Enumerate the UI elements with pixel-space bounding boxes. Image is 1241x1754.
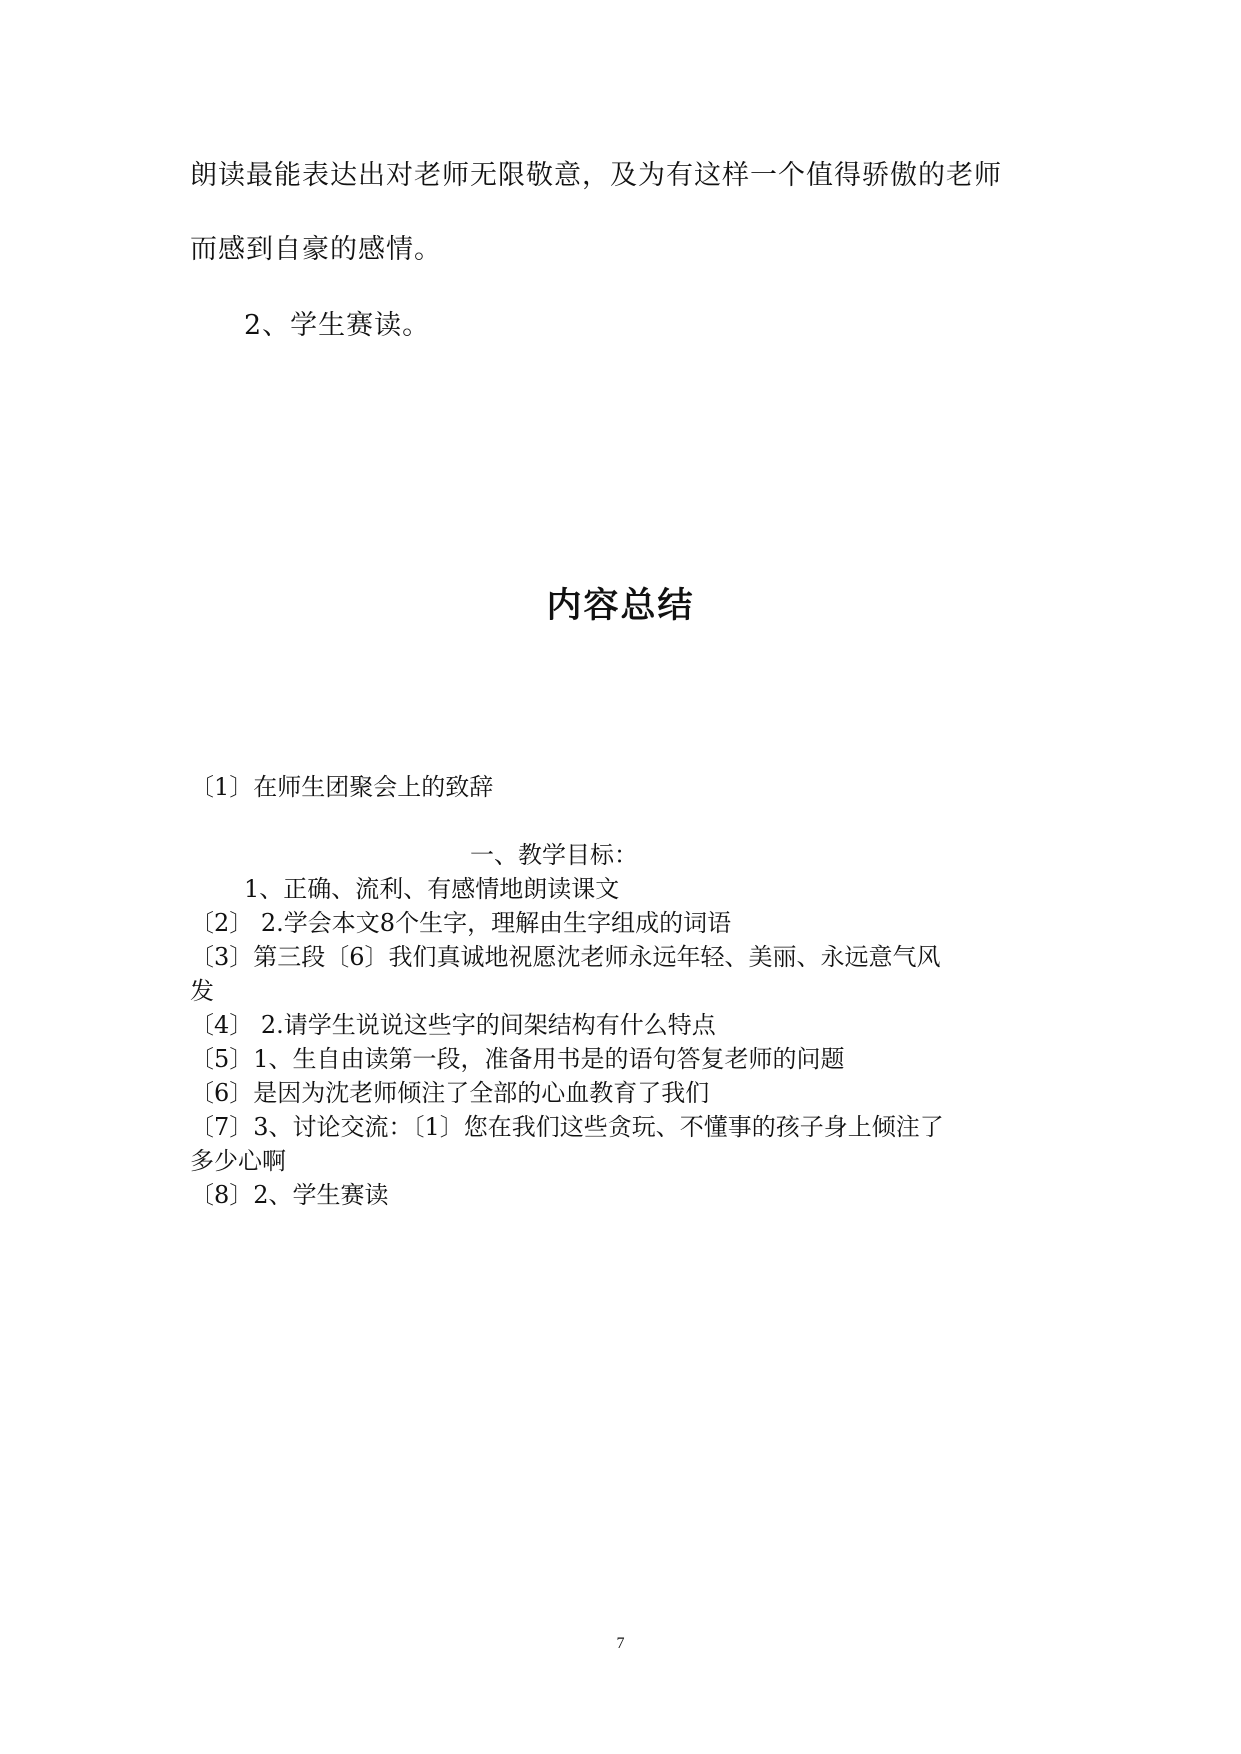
summary-item-continuation: 多少心啊 [190,1147,286,1175]
summary-item: 〔7〕3、讨论交流：〔1〕您在我们这些贪玩、不懂事的孩子身上倾注了 [190,1113,944,1141]
page-number: 7 [616,1635,625,1652]
summary-item: 〔6〕是因为沈老师倾注了全部的心血教育了我们 [190,1079,710,1107]
summary-item: 〔5〕1、生自由读第一段，准备用书是的语句答复老师的问题 [190,1045,845,1073]
summary-item-continuation: 发 [190,977,214,1005]
body-paragraph-line: 朗读最能表达出对老师无限敬意，及为有这样一个值得骄傲的老师 [190,160,1002,191]
summary-item: 〔3〕第三段〔6〕我们真诚地祝愿沈老师永远年轻、美丽、永远意气风 [190,943,941,971]
summary-goal-heading: 一、教学目标： [470,841,638,869]
summary-goal-item: 1、正确、流利、有感情地朗读课文 [244,875,620,903]
summary-item: 〔1〕在师生团聚会上的致辞 [190,773,494,801]
summary-item: 〔8〕2、学生赛读 [190,1181,389,1209]
summary-item: 〔4〕 2.请学生说说这些字的间架结构有什么特点 [190,1011,716,1039]
summary-item: 〔2〕 2.学会本文8个生字，理解由生字组成的词语 [190,909,732,937]
body-paragraph-line: 而感到自豪的感情。 [190,234,442,265]
section-title: 内容总结 [546,586,695,626]
body-list-item: 2、学生赛读。 [244,310,431,341]
